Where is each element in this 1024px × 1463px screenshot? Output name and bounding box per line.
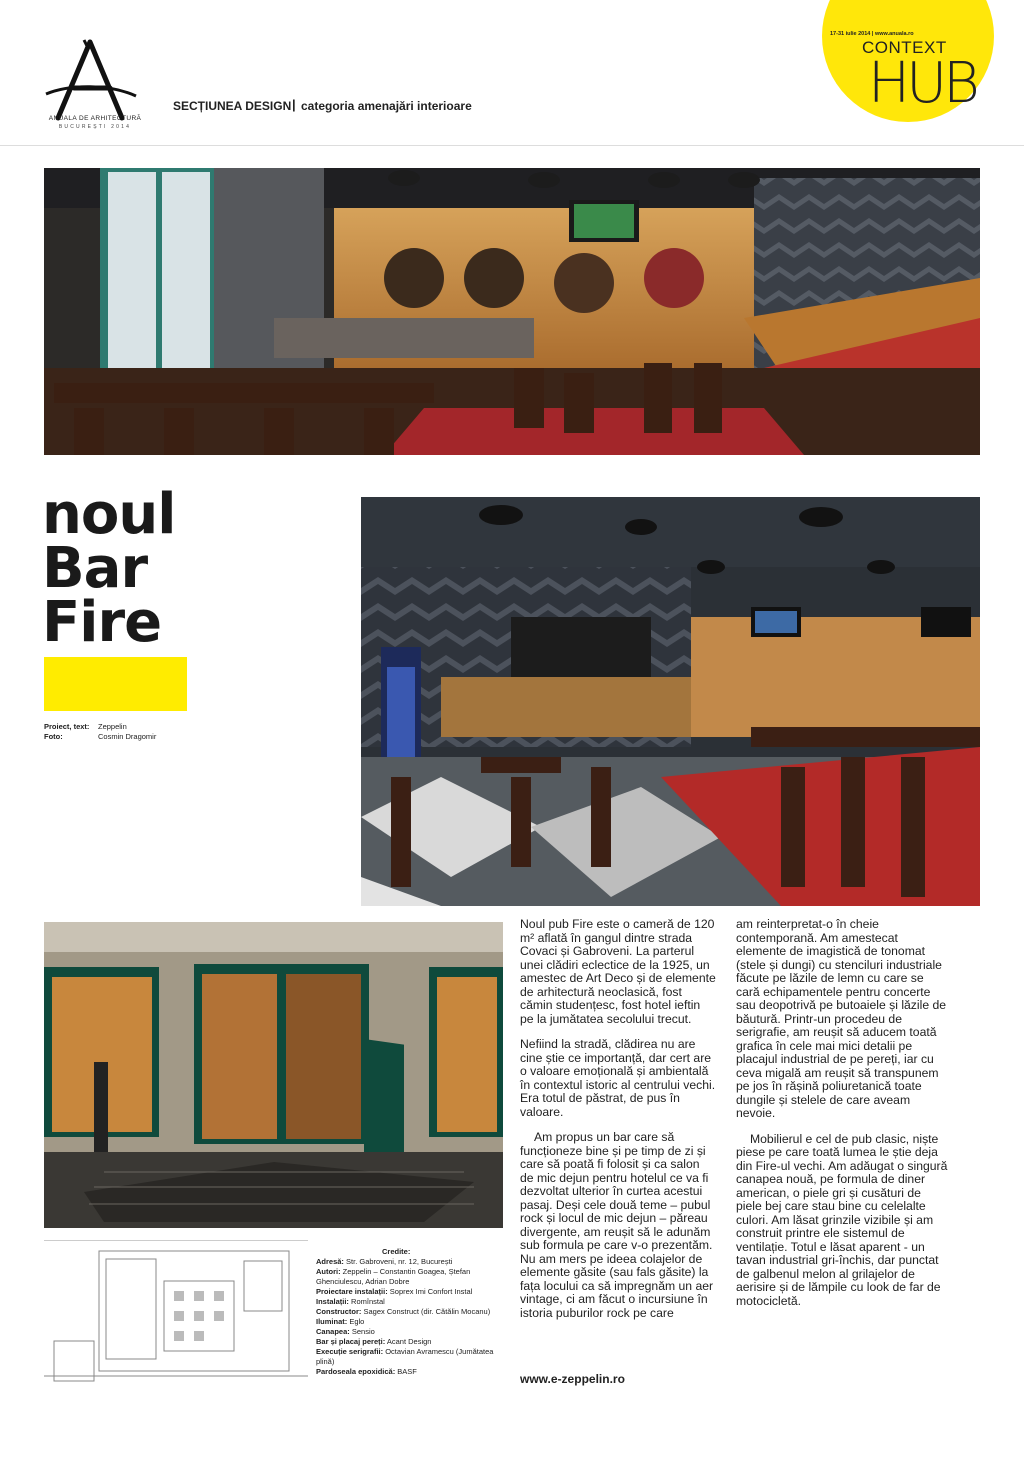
- credit-key: Iluminat:: [316, 1317, 348, 1326]
- credit-value: Sagex Construct (dir. Cătălin Mocanu): [361, 1307, 491, 1316]
- credit-item: [316, 1287, 506, 1297]
- bar-interior-illustration: [44, 168, 980, 455]
- credit-key: Execuție serigrafii:: [316, 1347, 384, 1356]
- accent-block: [44, 657, 187, 711]
- article-paragraph: Am propus un bar care să funcționeze bine și pe timp de zi și care să poată fi folosit și ca salon de mic dejun pentru hotelul ce va fi dezvoltat ulterior în curtea acestui pasaj. Deși cele două teme – pubul rock și locul de mic dejun – păreau divergente, am reușit să le adunăm sub formula pe care v-o prezentăm. Nu am mers pe ideea colajelor de elemente găsite (sau fals găsite) la fața locului ca să impregnăm un aer vintage, ci am făcut o incursiune în istoria puburilor rock pe care: [520, 1130, 714, 1320]
- credit-photo-value: Cosmin Dragomir: [98, 732, 157, 741]
- facade-illustration: [44, 922, 503, 1228]
- credit-value: Sensio: [349, 1327, 375, 1336]
- credit-item: [316, 1317, 506, 1327]
- credit-item: [316, 1307, 506, 1317]
- context-hub-badge: [818, 0, 998, 130]
- credit-value: Octavian Avramescu (Jumătatea plină): [316, 1347, 494, 1366]
- credit-key: Instalații:: [316, 1297, 349, 1306]
- credit-photo-key: Foto:: [44, 732, 63, 741]
- credit-item: [316, 1367, 506, 1377]
- credit-item: [316, 1297, 506, 1307]
- credit-project-value: Zeppelin: [98, 722, 127, 731]
- credit-value: Str. Gabroveni, nr. 12, București: [343, 1257, 453, 1266]
- credit-key: Constructor:: [316, 1307, 362, 1316]
- credit-project-key: Proiect, text:: [44, 722, 90, 731]
- bar-interior-photo: [44, 168, 980, 455]
- logo-name: ANUALA DE ARHITECTURĂ: [48, 115, 142, 122]
- badge-date: 17-31 iulie 2014 | www.anuala.ro: [830, 31, 914, 37]
- credit-key: Proiectare instalații:: [316, 1287, 388, 1296]
- article-paragraph: Nefiind la stradă, clădirea nu are cine știe ce importanță, dar cert are o valoare emoțională și ambientală în contextul istoric al centrului vechi. Era totul de păstrat, de pus în valoare.: [520, 1037, 716, 1119]
- logo-city: BUCUREȘTI 2014: [58, 124, 132, 130]
- article-paragraph: Mobilierul e cel de pub clasic, niște piese pe care toată lumea le știe deja din Fire-ul vechi. Am adăugat o singură canapea nouă, pe formula de diner american, o piele gri și cusături de piele bej care stau bine cu celelalte culori. Am lăsat grinzile vizibile și am construit printre ele sistemul de ventilație. Totul e lăsat aparent - un tavan industrial gri-închis, dar punctat de galbenul melon al grilajelor de aerisire și de lămpile cu look de far de motocicletă.: [736, 1131, 948, 1308]
- credit-value: Eglo: [347, 1317, 365, 1326]
- floor-plan-drawing: [44, 1240, 308, 1397]
- website-link[interactable]: www.e-zeppelin.ro: [520, 1372, 625, 1386]
- credit-key: Adresă:: [316, 1257, 344, 1266]
- section-separator: |: [292, 97, 296, 112]
- credit-item: [316, 1257, 506, 1267]
- credits-heading: Credite:: [382, 1247, 411, 1256]
- title-line-3: Fire: [42, 590, 162, 655]
- floor-plan-illustration: [44, 1241, 308, 1397]
- credit-key: Bar și placaj pereți:: [316, 1337, 386, 1346]
- badge-hub: HUB: [868, 51, 976, 116]
- credit-value: Romînstal: [348, 1297, 385, 1306]
- title-line-1: noul: [42, 482, 176, 547]
- credit-item: [316, 1337, 506, 1347]
- credits-block: [316, 1247, 506, 1377]
- credit-value: Acant Design: [385, 1337, 432, 1346]
- badge-context: CONTEXT: [862, 38, 947, 57]
- credit-key: Autori:: [316, 1267, 341, 1276]
- credit-value: BASF: [395, 1367, 417, 1376]
- header-divider: [0, 145, 1024, 146]
- article-title: [42, 482, 176, 655]
- bar-counter-illustration: [361, 497, 980, 906]
- bar-counter-photo: [361, 497, 980, 906]
- section-category: categoria amenajări interioare: [301, 99, 472, 113]
- section-label: SECȚIUNEA DESIGN: [173, 99, 292, 113]
- credit-item: [316, 1267, 506, 1287]
- credit-key: Pardoseala epoxidică:: [316, 1367, 396, 1376]
- article-column-1: [520, 918, 716, 1320]
- title-line-2: Bar: [42, 536, 148, 601]
- credit-item: [316, 1327, 506, 1337]
- credit-value: Soprex Imi Confort Instal: [387, 1287, 473, 1296]
- facade-photo: [44, 922, 503, 1228]
- credit-key: Canapea:: [316, 1327, 350, 1336]
- article-paragraph: Noul pub Fire este o cameră de 120 m² aflată în gangul dintre strada Covaci și Gabroveni. La parterul unei clădiri eclectice de la 1925, un amestec de Art Deco și de elemente de arhitectură neoclasică, fost cămin studențesc, fost hotel ieftin pe la jumătatea secolului trecut.: [520, 917, 716, 1026]
- credit-item: [316, 1347, 506, 1367]
- article-paragraph: am reinterpretat-o în cheie contemporană. Am amestecat elemente de imagistică de tonomat (stele și dungi) cu stenciluri industriale făcute pe lăzile de lemn cu care se cară echipamentele pentru concerte sau deopotrivă pe butoaiele și lăzile de băutură. Printr-un procedeu de serigrafie, am reușit să aducem toată grafica în cele mai mici detalii pe placajul industrial de pe pereți, iar cu ceva migală am reușit să transpunem pe jos în rășină poliuretanică toate dungile și stelele de care aveam nevoie.: [736, 917, 947, 1120]
- article-column-2: [736, 918, 948, 1308]
- credit-value: Zeppelin – Constantin Goagea, Ștefan Ghenciulescu, Adrian Dobre: [316, 1267, 471, 1286]
